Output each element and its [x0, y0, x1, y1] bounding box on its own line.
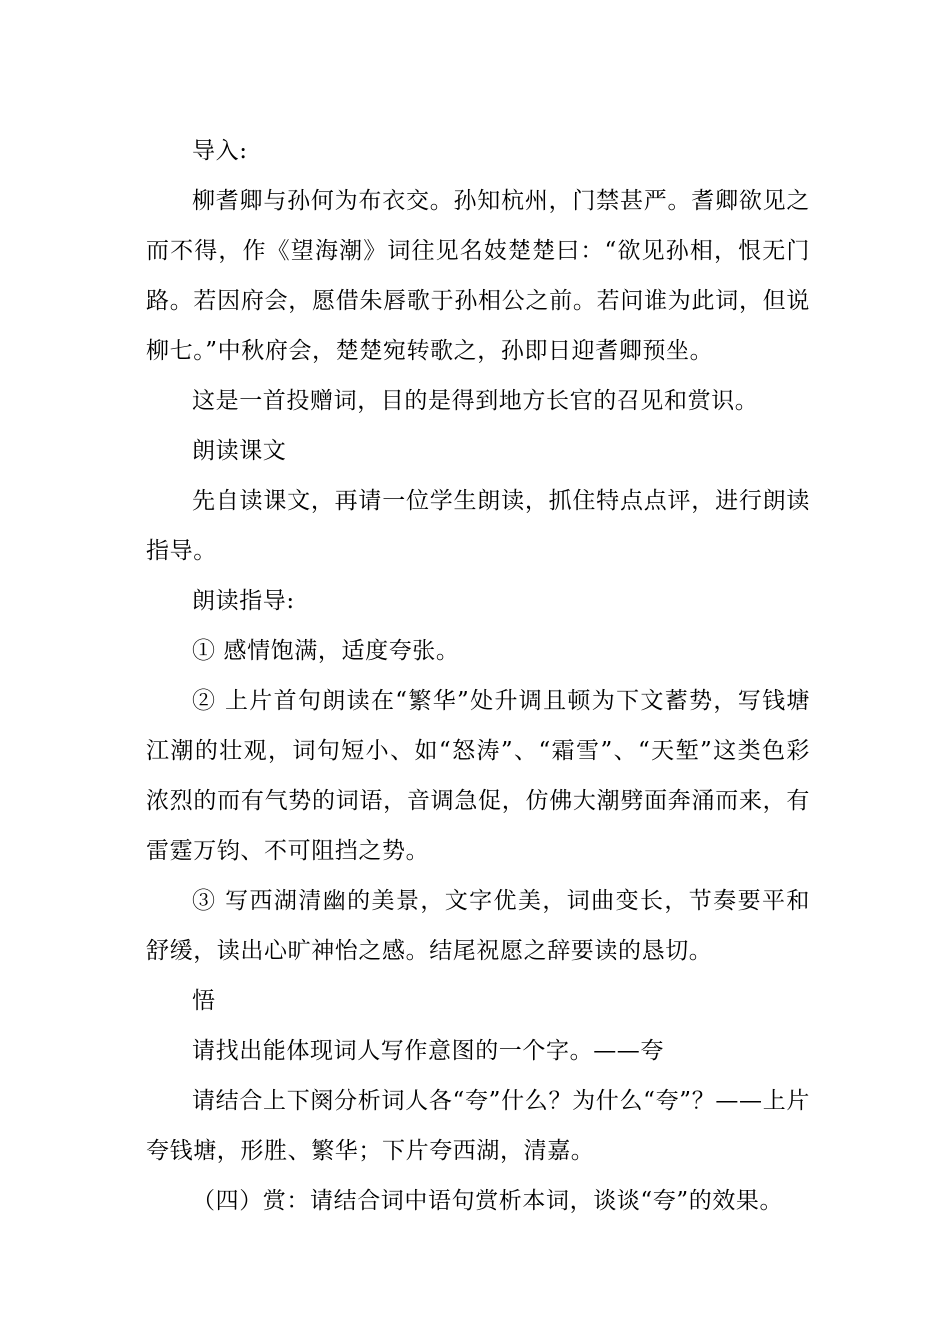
- document-page: [146, 126, 810, 1226]
- paragraph-question-1: 请找出能体现词人写作意图的一个字。——夸: [192, 1038, 664, 1064]
- section-four-heading: （四）赏：请结合词中语句赏析本词，谈谈“夸”的效果。: [192, 1188, 784, 1214]
- guide-item-1: ① 感情饱满，适度夸张。: [192, 638, 460, 664]
- paragraph-anecdote: 柳耆卿与孙何为布衣交。孙知杭州，门禁甚严。耆卿欲见之而不得，作《望海潮》词往见名妓楚楚曰：“欲见孙相，恨无门路。若因府会，愿借朱唇歌于孙相公之前。若问谁为此词，但说柳七。”中秋府会，楚楚宛转歌之，孙即日迎耆卿预坐。: [146, 188, 810, 364]
- heading-reading: 朗读课文: [192, 438, 287, 464]
- guide-item-3: ③ 写西湖清幽的美景，文字优美，词曲变长，节奏要平和舒缓，读出心旷神怡之感。结尾祝愿之辞要读的恳切。: [146, 888, 810, 964]
- heading-reading-guide: 朗读指导:: [192, 588, 295, 614]
- paragraph-question-2: 请结合上下阕分析词人各“夸”什么？为什么“夸”？——上片夸钱塘，形胜、繁华；下片夸西湖，清嘉。: [146, 1088, 810, 1164]
- paragraph-reading-method: 先自读课文，再请一位学生朗读，抓住特点点评，进行朗读指导。: [146, 488, 810, 564]
- heading-wu: 悟: [192, 988, 216, 1014]
- guide-item-2: ② 上片首句朗读在“繁华”处升调且顿为下文蓄势，写钱塘江潮的壮观，词句短小、如“怒涛”、“霜雪”、“天堑”这类色彩浓烈的而有气势的词语，音调急促，仿佛大潮劈面奔涌而来，有雷霆万钧、不可阻挡之势。: [146, 688, 810, 864]
- paragraph-purpose: 这是一首投赠词，目的是得到地方长官的召见和赏识。: [192, 388, 759, 414]
- heading-intro: 导入:: [192, 138, 248, 164]
